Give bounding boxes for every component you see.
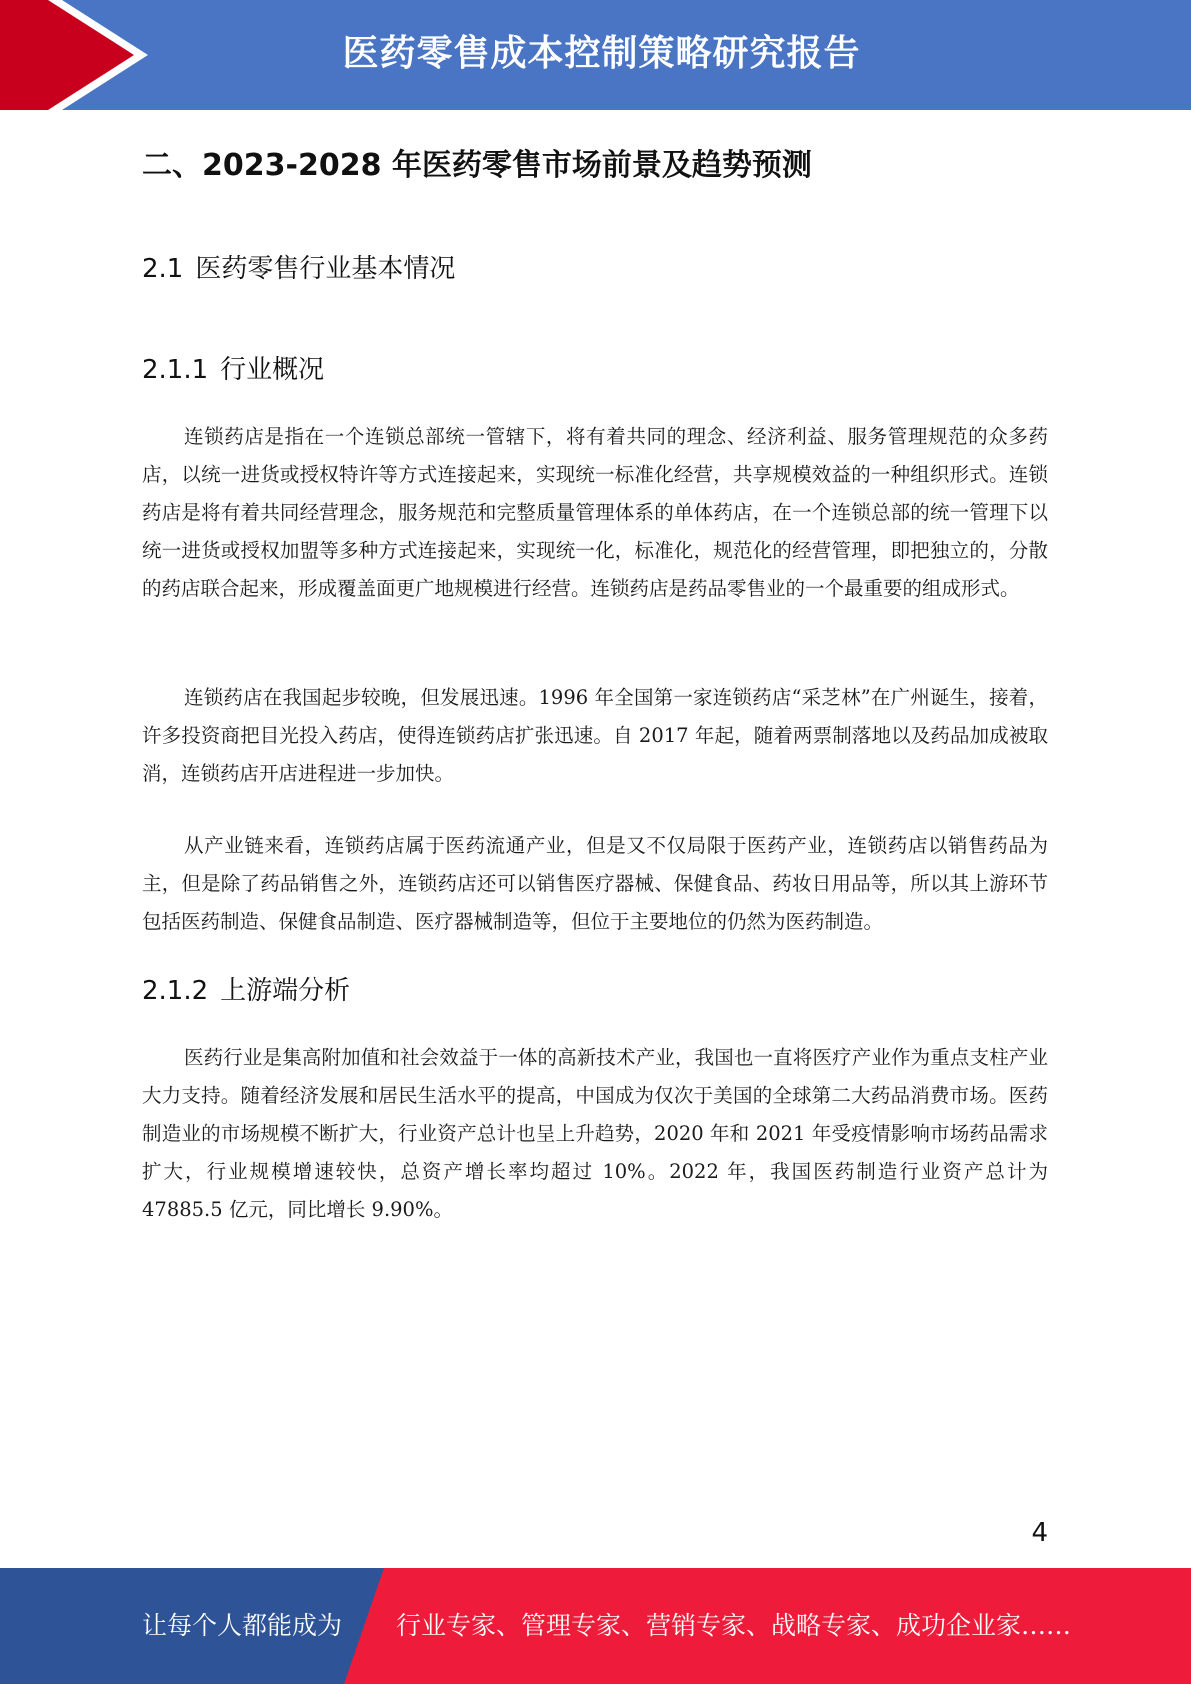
subsection-heading-2-1-2 bbox=[142, 970, 350, 1007]
footer-slogan-roles: 行业专家、管理专家、营销专家、战略专家、成功企业家…… bbox=[396, 1611, 1072, 1640]
page-number: 4 bbox=[1031, 1518, 1048, 1548]
subsection-title: 上游端分析 bbox=[220, 976, 351, 1006]
subsection-title: 行业概况 bbox=[220, 355, 325, 385]
paragraph: 医药行业是集高附加值和社会效益于一体的高新技术产业，我国也一直将医疗产业作为重点支柱产业大力支持。随着经济发展和居民生活水平的提高，中国成为仅次于美国的全球第二大药品消费市场。医药制造业的市场规模不断扩大，行业资产总计也呈上升趋势，2020 年和 2021 年受疫情影响市场药品需求扩大，行业规模增速较快，总资产增长率均超过 10%。2022 年，我国医药制造行业资产总计为 47885.5 亿元，同比增长 9.90%。 bbox=[142, 1046, 1048, 1221]
paragraph: 连锁药店是指在一个连锁总部统一管辖下，将有着共同的理念、经济利益、服务管理规范的众多药店，以统一进货或授权特许等方式连接起来，实现统一标准化经营，共享规模效益的一种组织形式。连锁药店是将有着共同经营理念，服务规范和完整质量管理体系的单体药店，在一个连锁总部的统一管理下以统一进货或授权加盟等多种方式连接起来，实现统一化，标准化，规范化的经营管理，即把独立的，分散的药店联合起来，形成覆盖面更广地规模进行经营。连锁药店是药品零售业的一个最重要的组成形式。 bbox=[142, 425, 1048, 600]
header-banner bbox=[0, 0, 1191, 110]
footer-banner bbox=[0, 1568, 1191, 1684]
subsection-heading-2-1-1 bbox=[142, 349, 324, 386]
subsection-number: 2.1.2 bbox=[142, 976, 209, 1006]
subsection-heading-2-1 bbox=[142, 248, 455, 285]
section-heading: 二、2023-2028 年医药零售市场前景及趋势预测 bbox=[142, 148, 812, 183]
paragraph: 连锁药店在我国起步较晚，但发展迅速。1996 年全国第一家连锁药店“采芝林”在广州诞生，接着，许多投资商把目光投入药店，使得连锁药店扩张迅速。自 2017 年起，随着两票制落地以及药品加成被取消，连锁药店开店进程进一步加快。 bbox=[142, 686, 1048, 785]
subsection-number: 2.1.1 bbox=[142, 355, 209, 385]
footer-slogan-lead: 让每个人都能成为 bbox=[142, 1611, 343, 1640]
paragraph: 从产业链来看，连锁药店属于医药流通产业，但是又不仅局限于医药产业，连锁药店以销售药品为主，但是除了药品销售之外，连锁药店还可以销售医疗器械、保健食品、药妆日用品等，所以其上游环节包括医药制造、保健食品制造、医疗器械制造等，但位于主要地位的仍然为医药制造。 bbox=[142, 834, 1048, 933]
subsection-number: 2.1 bbox=[142, 254, 184, 284]
subsection-title: 医药零售行业基本情况 bbox=[195, 254, 456, 284]
report-title: 医药零售成本控制策略研究报告 bbox=[342, 33, 861, 74]
